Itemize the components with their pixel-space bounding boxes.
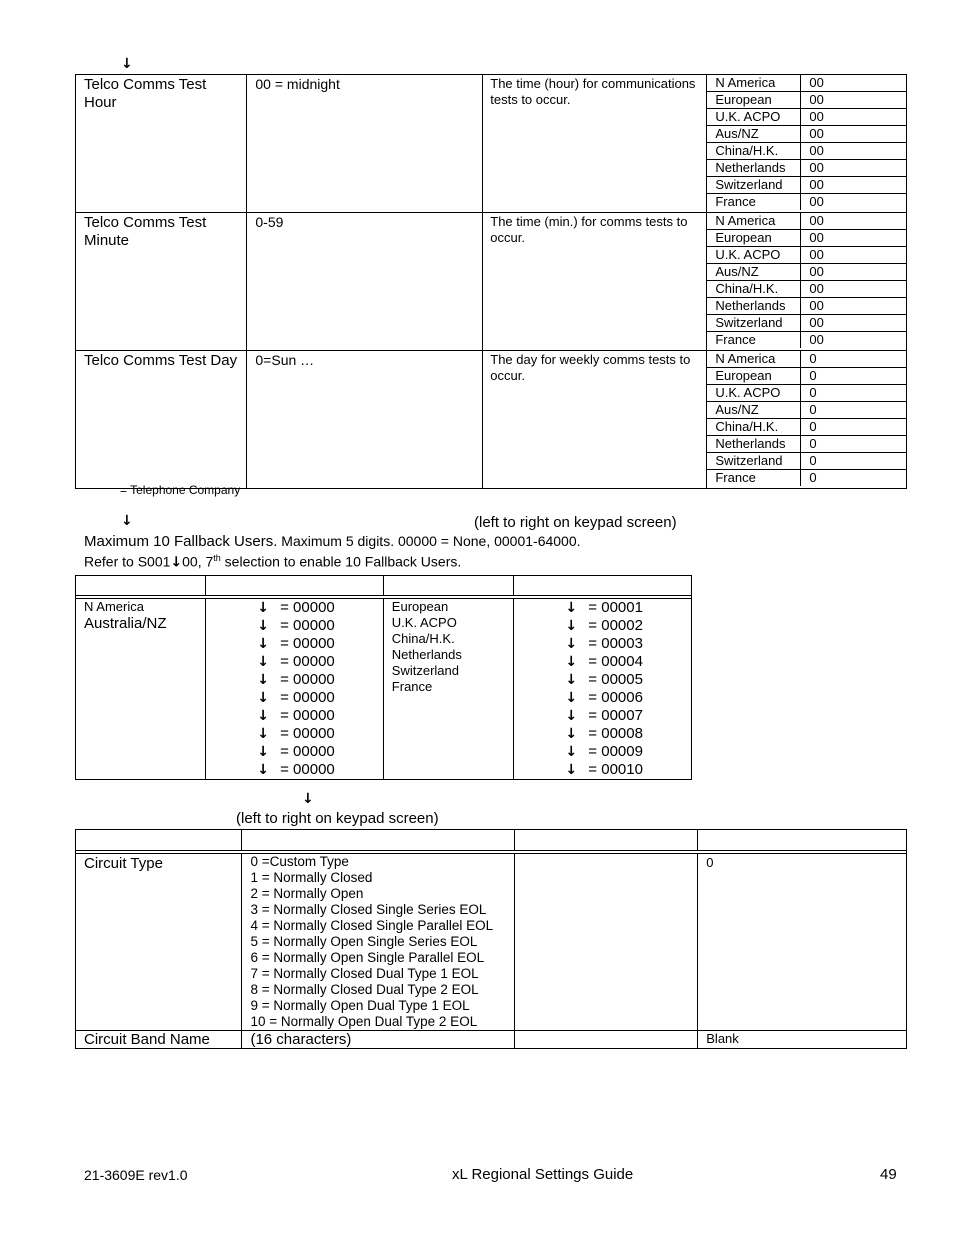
header-cell xyxy=(76,576,206,596)
header-cell xyxy=(242,830,514,851)
default-row xyxy=(707,247,906,264)
region-default-value: 00 xyxy=(801,230,906,247)
setting-description: The time (min.) for comms tests to occur. xyxy=(483,213,707,351)
region-default-value: 0 xyxy=(801,385,906,402)
refer-text: Refer to S001 xyxy=(84,553,171,570)
fallback-user-row xyxy=(554,707,691,725)
circuit-type-option: 7 = Normally Closed Dual Type 1 EOL xyxy=(250,966,479,981)
region-name: Netherlands xyxy=(707,298,801,315)
default-row xyxy=(707,75,906,92)
default-row xyxy=(707,213,906,230)
region-name: China/H.K. xyxy=(707,419,801,436)
fallback-user-row xyxy=(554,617,691,635)
fallback-user-value: = 00005 xyxy=(588,671,643,688)
region-default-value: 00 xyxy=(801,109,906,126)
region-default-value: 00 xyxy=(809,194,824,209)
table-row xyxy=(76,75,907,213)
circuit-band-name-label: Circuit Band Name xyxy=(76,1031,242,1049)
defaults-subtable xyxy=(707,351,906,486)
fallback-user-row xyxy=(554,599,691,617)
fallback-user-value: = 00000 xyxy=(280,599,335,616)
fallback-max-note xyxy=(84,533,581,551)
region-name: China/H.K. xyxy=(707,143,801,160)
setting-description: The time (hour) for communications tests to occur. xyxy=(483,75,707,213)
default-row xyxy=(707,419,906,436)
default-values xyxy=(707,351,907,489)
default-values xyxy=(707,75,907,213)
region-name: Netherlands xyxy=(707,160,801,177)
default-row xyxy=(707,453,906,470)
circuit-type-option: 0 =Custom Type xyxy=(250,854,349,869)
default-row xyxy=(707,368,906,385)
fallback-max-digits: Maximum 5 digits. 00000 = None, 00001-64000. xyxy=(277,533,581,549)
down-arrow-icon: ↓ xyxy=(565,600,578,616)
fallback-user-row xyxy=(554,725,691,743)
default-row xyxy=(707,281,906,298)
region-default-value: 00 xyxy=(801,92,906,109)
fallback-user-value: = 00000 xyxy=(280,725,335,742)
region-name: European xyxy=(707,368,801,385)
circuit-type-option: 8 = Normally Closed Dual Type 2 EOL xyxy=(250,982,479,997)
fallback-user-value: = 00007 xyxy=(588,707,643,724)
header-cell xyxy=(383,576,514,596)
down-arrow-icon: ↓ xyxy=(257,726,269,742)
doc-title: xL Regional Settings Guide xyxy=(452,1166,634,1183)
circuit-type-option: 3 = Normally Closed Single Series EOL xyxy=(250,902,487,917)
default-row xyxy=(707,402,906,419)
region-australia-nz: Australia/NZ xyxy=(84,615,167,632)
circuit-type-options xyxy=(242,854,514,1031)
fallback-user-row xyxy=(554,671,691,689)
defaults-subtable xyxy=(707,75,906,210)
table-header-row xyxy=(76,576,692,596)
region-name: France xyxy=(707,470,801,487)
telco-comms-table xyxy=(75,74,907,489)
setting-range: 0-59 xyxy=(247,213,483,351)
down-arrow-icon: ↓ xyxy=(257,690,269,706)
table-header-row xyxy=(76,830,907,851)
fallback-user-row xyxy=(554,743,691,761)
circuit-type-option: 2 = Normally Open xyxy=(250,886,364,901)
setting-name: Telco Comms Test Hour xyxy=(76,75,247,213)
region-name: Netherlands xyxy=(707,436,801,453)
region-default-value: 00 xyxy=(801,126,906,143)
fallback-user-value: = 00006 xyxy=(588,689,643,706)
down-arrow-icon: ↓ xyxy=(565,708,578,724)
fallback-user-value: = 00000 xyxy=(280,761,335,778)
region-default-value: 0 xyxy=(801,351,906,368)
region-name: U.K. ACPO xyxy=(391,615,457,630)
region-default-value: 00 xyxy=(801,298,906,315)
down-arrow-icon: ↓ xyxy=(302,791,314,807)
region-name: U.K. ACPO xyxy=(707,385,801,402)
header-cell xyxy=(698,830,907,851)
default-row xyxy=(707,177,906,194)
header-cell xyxy=(76,830,242,851)
down-arrow-icon: ↓ xyxy=(257,672,269,688)
region-name: Aus/NZ xyxy=(707,126,801,143)
region-name: N America xyxy=(707,75,801,92)
region-name: Netherlands xyxy=(391,647,462,662)
down-arrow-icon: ↓ xyxy=(565,762,578,778)
region-name: European xyxy=(707,230,801,247)
region-default-value: 00 xyxy=(801,281,906,298)
region-default-value: 0 xyxy=(801,419,906,436)
fallback-user-row xyxy=(554,761,691,779)
region-n-america: N America xyxy=(84,599,144,614)
region-name: France xyxy=(391,679,433,694)
setting-name: Telco Comms Test Minute xyxy=(76,213,247,351)
fallback-user-value: = 00000 xyxy=(280,617,335,634)
fallback-user-row xyxy=(246,599,383,617)
circuit-type-option: 6 = Normally Open Single Parallel EOL xyxy=(250,950,485,965)
default-row xyxy=(707,385,906,402)
fallback-user-value: = 00002 xyxy=(588,617,643,634)
region-default-value: 00 xyxy=(801,177,906,194)
region-name: Switzerland xyxy=(391,663,459,678)
circuit-type-option: 9 = Normally Open Dual Type 1 EOL xyxy=(250,998,470,1013)
default-row xyxy=(707,264,906,281)
fallback-user-value: = 00000 xyxy=(280,689,335,706)
down-arrow-icon: ↓ xyxy=(257,708,269,724)
refer-text-2: 00, 7 xyxy=(182,553,214,570)
telco-footnote: = Telephone Company xyxy=(120,483,241,497)
circuit-type-option: 5 = Normally Open Single Series EOL xyxy=(250,934,478,949)
ordinal-suffix: th xyxy=(213,553,221,563)
table-row xyxy=(76,351,907,489)
circuit-type-option: 1 = Normally Closed xyxy=(250,870,373,885)
down-arrow-icon: ↓ xyxy=(565,654,578,670)
fallback-users-table xyxy=(75,575,692,780)
region-name: European xyxy=(391,599,449,614)
down-arrow-icon: ↓ xyxy=(565,744,578,760)
default-row xyxy=(707,194,906,211)
page-number: 49 xyxy=(880,1166,897,1183)
empty-cell xyxy=(514,854,697,1031)
fallback-refer-note xyxy=(84,553,461,571)
down-arrow-icon: ↓ xyxy=(257,654,269,670)
default-row xyxy=(707,230,906,247)
fallback-user-value: = 00000 xyxy=(280,671,335,688)
region-name: Switzerland xyxy=(707,315,801,332)
down-arrow-icon: ↓ xyxy=(565,636,578,652)
circuit-settings-table xyxy=(75,829,907,1049)
default-row xyxy=(707,109,906,126)
down-arrow-icon: ↓ xyxy=(257,744,269,760)
fallback-user-value: = 00000 xyxy=(280,707,335,724)
fallback-user-row xyxy=(246,725,383,743)
region-name: Switzerland xyxy=(707,177,801,194)
fallback-user-value: = 00000 xyxy=(280,743,335,760)
table-row xyxy=(76,213,907,351)
table-row xyxy=(76,599,692,780)
down-arrow-icon: ↓ xyxy=(170,554,183,571)
region-default-value: 00 xyxy=(801,264,906,281)
region-default-value: 00 xyxy=(801,160,906,177)
fallback-user-row xyxy=(246,743,383,761)
region-default-value: 00 xyxy=(801,315,906,332)
default-row xyxy=(707,298,906,315)
user-values-group-2 xyxy=(514,599,692,780)
header-cell xyxy=(206,576,384,596)
region-name: China/H.K. xyxy=(707,281,801,298)
header-cell xyxy=(514,576,692,596)
user-values-group-1 xyxy=(206,599,384,780)
refer-text-3: selection to enable 10 Fallback Users. xyxy=(220,553,462,570)
down-arrow-icon: ↓ xyxy=(257,618,269,634)
region-name: N America xyxy=(707,213,801,230)
defaults-subtable xyxy=(707,213,906,348)
region-group-1 xyxy=(76,599,206,780)
region-name: Switzerland xyxy=(707,453,801,470)
fallback-user-value: = 00000 xyxy=(280,635,335,652)
setting-range: 0=Sun … xyxy=(247,351,483,489)
region-default-value: 0 xyxy=(801,436,906,453)
fallback-user-row xyxy=(246,635,383,653)
default-row xyxy=(707,143,906,160)
fallback-user-row xyxy=(246,761,383,779)
setting-description: The day for weekly comms tests to occur. xyxy=(483,351,707,489)
fallback-user-row xyxy=(246,653,383,671)
fallback-user-value: = 00003 xyxy=(588,635,643,652)
region-default-value: 0 xyxy=(801,368,906,385)
setting-name: Telco Comms Test Day xyxy=(76,351,247,489)
region-default-value: 00 xyxy=(801,213,906,230)
circuit-band-name-default: Blank xyxy=(698,1031,907,1049)
down-arrow-icon: ↓ xyxy=(121,56,133,72)
fallback-max-users: Maximum 10 Fallback Users. xyxy=(84,533,278,550)
header-cell xyxy=(514,830,697,851)
region-default-value: 0 xyxy=(801,453,906,470)
table-row xyxy=(76,1031,907,1049)
default-row xyxy=(707,92,906,109)
fallback-user-row xyxy=(554,635,691,653)
fallback-user-row xyxy=(246,689,383,707)
circuit-type-option: 4 = Normally Closed Single Parallel EOL xyxy=(250,918,494,933)
default-row xyxy=(707,315,906,332)
setting-range: 00 = midnight xyxy=(247,75,483,213)
fallback-user-row xyxy=(554,653,691,671)
region-default-value: 00 xyxy=(801,75,906,92)
circuit-band-name-range: (16 characters) xyxy=(242,1031,514,1049)
fallback-user-row xyxy=(246,707,383,725)
region-name: European xyxy=(707,92,801,109)
default-row xyxy=(707,351,906,368)
default-row xyxy=(707,332,906,349)
fallback-user-value: = 00001 xyxy=(588,599,643,616)
region-name: U.K. ACPO xyxy=(707,109,801,126)
region-name: U.K. ACPO xyxy=(707,247,801,264)
region-default-value: 0 xyxy=(809,470,817,485)
down-arrow-icon: ↓ xyxy=(257,636,269,652)
region-default-value: 0 xyxy=(801,402,906,419)
default-values xyxy=(707,213,907,351)
fallback-user-row xyxy=(246,617,383,635)
region-name: France xyxy=(707,332,801,349)
circuit-type-option: 10 = Normally Open Dual Type 2 EOL xyxy=(250,1014,478,1029)
down-arrow-icon: ↓ xyxy=(565,726,578,742)
region-default-value: 00 xyxy=(801,143,906,160)
empty-cell xyxy=(514,1031,697,1049)
fallback-user-value: = 00000 xyxy=(280,653,335,670)
keypad-note: (left to right on keypad screen) xyxy=(236,810,439,827)
region-default-value: 00 xyxy=(801,247,906,264)
region-name: Aus/NZ xyxy=(707,264,801,281)
down-arrow-icon: ↓ xyxy=(565,672,578,688)
default-row xyxy=(707,126,906,143)
circuit-type-default: 0 xyxy=(698,854,907,1031)
down-arrow-icon: ↓ xyxy=(565,690,578,706)
region-name: China/H.K. xyxy=(391,631,455,646)
fallback-user-value: = 00008 xyxy=(588,725,643,742)
default-row xyxy=(707,470,906,487)
fallback-user-row xyxy=(246,671,383,689)
fallback-user-value: = 00010 xyxy=(588,761,643,778)
down-arrow-icon: ↓ xyxy=(121,513,133,529)
down-arrow-icon: ↓ xyxy=(565,618,578,634)
fallback-user-value: = 00004 xyxy=(588,653,643,670)
down-arrow-icon: ↓ xyxy=(257,762,269,778)
region-name: N America xyxy=(707,351,801,368)
region-name: France xyxy=(707,194,801,211)
table-row xyxy=(76,854,907,1031)
default-row xyxy=(707,160,906,177)
region-name: Aus/NZ xyxy=(707,402,801,419)
keypad-note: (left to right on keypad screen) xyxy=(474,514,677,531)
down-arrow-icon: ↓ xyxy=(257,600,269,616)
region-group-2 xyxy=(383,599,514,780)
default-row xyxy=(707,436,906,453)
fallback-user-row xyxy=(554,689,691,707)
region-default-value: 00 xyxy=(809,332,824,347)
fallback-user-value: = 00009 xyxy=(588,743,643,760)
circuit-type-label: Circuit Type xyxy=(76,854,242,1031)
doc-id: 21-3609E rev1.0 xyxy=(84,1167,188,1183)
